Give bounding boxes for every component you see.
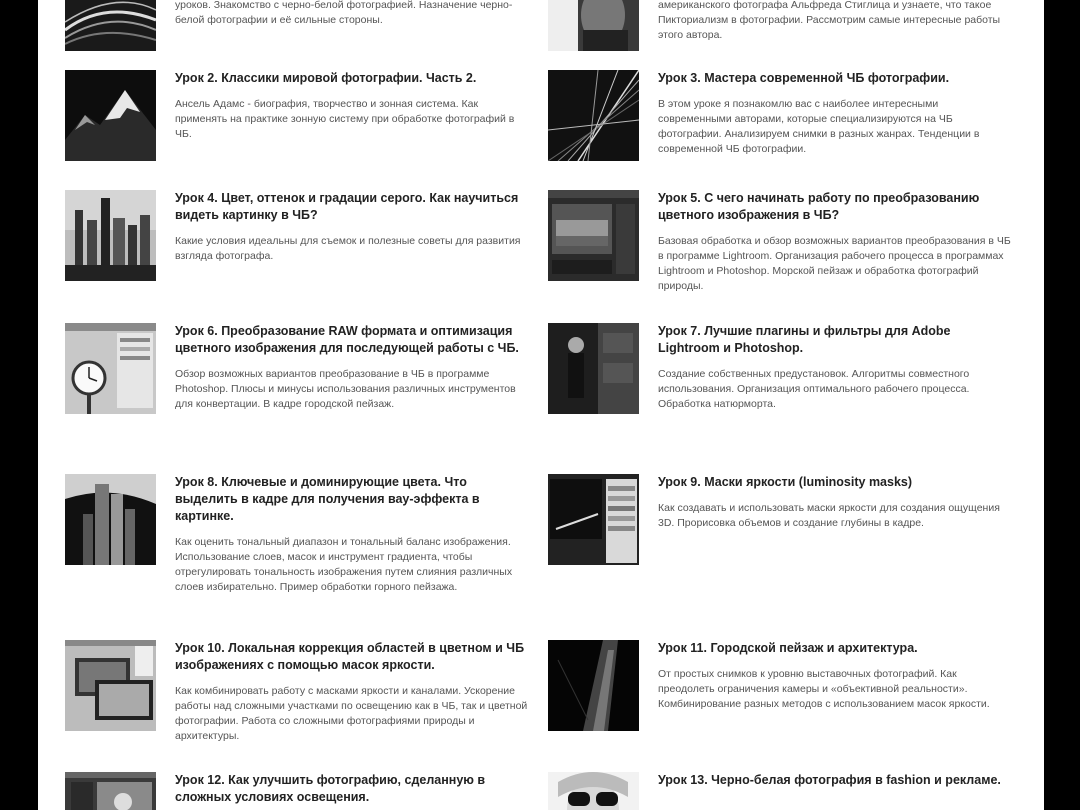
lesson-title[interactable]: Урок 8. Ключевые и доминирующие цвета. Что выделить в кадре для получения вау-эффекта в картинке.	[175, 475, 480, 523]
lesson-description: американского фотографа Альфреда Стиглица и узнаете, что такое Пикториализм в фотографии. Рассмотрим самые интересные работы этого автора.	[658, 0, 1001, 41]
mask-windows-thumbnail[interactable]	[65, 640, 156, 731]
lesson-title[interactable]: Урок 13. Черно-белая фотография в fashion и рекламе.	[658, 773, 1001, 787]
lesson-title[interactable]: Урок 6. Преобразование RAW формата и оптимизация цветного изображения для последующей работы с ЧБ.	[175, 324, 519, 355]
woman-portrait-thumbnail[interactable]	[548, 323, 639, 414]
fashion-sunglasses-thumbnail[interactable]	[548, 772, 639, 810]
tower-night-thumbnail[interactable]	[548, 640, 639, 731]
lesson-description: От простых снимков к уровню выставочных фотографий. Как преодолеть ограничения камеры и «объективной реальности». Комбинирование разных методов с использованием масок яркости.	[658, 668, 990, 710]
lesson-description: Создание собственных предустановок. Алгоритмы совместного использования. Организация оптимального рабочего процесса. Обработка натюрморта.	[658, 368, 970, 410]
lesson-list-page	[38, 0, 1044, 810]
luminosity-layers-thumbnail[interactable]	[548, 474, 639, 565]
mountain-thumbnail[interactable]	[65, 70, 156, 161]
lesson-description: Как создавать и использовать маски яркости для создания ощущения 3D. Прорисовка объемов и создание глубины в кадре.	[658, 502, 1000, 529]
lesson-title[interactable]: Урок 4. Цвет, оттенок и градации серого. Как научиться видеть картинку в ЧБ?	[175, 191, 519, 222]
skyscrapers-thumbnail[interactable]	[65, 474, 156, 565]
lesson-description: Обзор возможных вариантов преобразование в ЧБ в программе Photoshop. Плюсы и минусы использования различных инструментов для конвертации. В кадре городской пейзаж.	[175, 368, 516, 410]
lesson-title[interactable]: Урок 7. Лучшие плагины и фильтры для Adobe Lightroom и Photoshop.	[658, 324, 951, 355]
lesson-title[interactable]: Урок 10. Локальная коррекция областей в цветном и ЧБ изображениях с помощью масок яркости.	[175, 641, 525, 672]
lesson-description: Базовая обработка и обзор возможных вариантов преобразования в ЧБ в программе Lightroom. Организация рабочего процесса в программах Lightroom и Photoshop. Морской пейзаж и обработка фотографий природы.	[658, 235, 1011, 292]
lesson-description: Какие условия идеальны для съемок и полезные советы для развития взгляда фотографа.	[175, 235, 521, 262]
interface-portrait-thumbnail[interactable]	[65, 772, 156, 810]
lesson-title[interactable]: Урок 3. Мастера современной ЧБ фотографии.	[658, 71, 950, 85]
lesson-description: Как комбинировать работу с масками яркости и каналами. Ускорение работы над сложными участками по освещению как в ЧБ, так и цветной фотографии. Работа со сложными фотографиями природы и архитектуры.	[175, 685, 528, 742]
lesson-title[interactable]: Урок 2. Классики мировой фотографии. Часть 2.	[175, 71, 477, 85]
lesson-title[interactable]: Урок 11. Городской пейзаж и архитектура.	[658, 641, 918, 655]
lesson-description: В этом уроке я познакомлю вас с наиболее интересными современными авторами, которые специализируются на ЧБ фотографии. Анализируем снимки в разных жанрах. Тенденции в современной ЧБ фотографии.	[658, 98, 980, 155]
lesson-description: уроков. Знакомство с черно-белой фотографией. Назначение черно-белой фотографии и её сильные стороны.	[175, 0, 513, 26]
clock-photoshop-thumbnail[interactable]	[65, 323, 156, 414]
lesson-description: Как оценить тональный диапазон и тональный баланс изображения. Использование слоев, масок и инструмент градиента, чтобы отрегулировать тональность изображения путем слияния различных слоев избирательно. Пример обработки горного пейзажа.	[175, 536, 513, 593]
lightroom-screen-thumbnail[interactable]	[548, 190, 639, 281]
lesson-description: Ансель Адамс - биография, творчество и зонная система. Как применять на практике зонную систему при обработке фотографий в ЧБ.	[175, 98, 515, 140]
portrait-thumbnail[interactable]	[548, 0, 639, 51]
lesson-title[interactable]: Урок 9. Маски яркости (luminosity masks)	[658, 475, 913, 489]
lesson-title[interactable]: Урок 12. Как улучшить фотографию, сделанную в сложных условиях освещения.	[175, 773, 486, 804]
lesson-title[interactable]: Урок 5. С чего начинать работу по преобразованию цветного изображения в ЧБ?	[658, 191, 980, 222]
bridge-thumbnail[interactable]	[548, 70, 639, 161]
city-skyline-thumbnail[interactable]	[65, 190, 156, 281]
abstract-streaks-thumbnail[interactable]	[65, 0, 156, 51]
